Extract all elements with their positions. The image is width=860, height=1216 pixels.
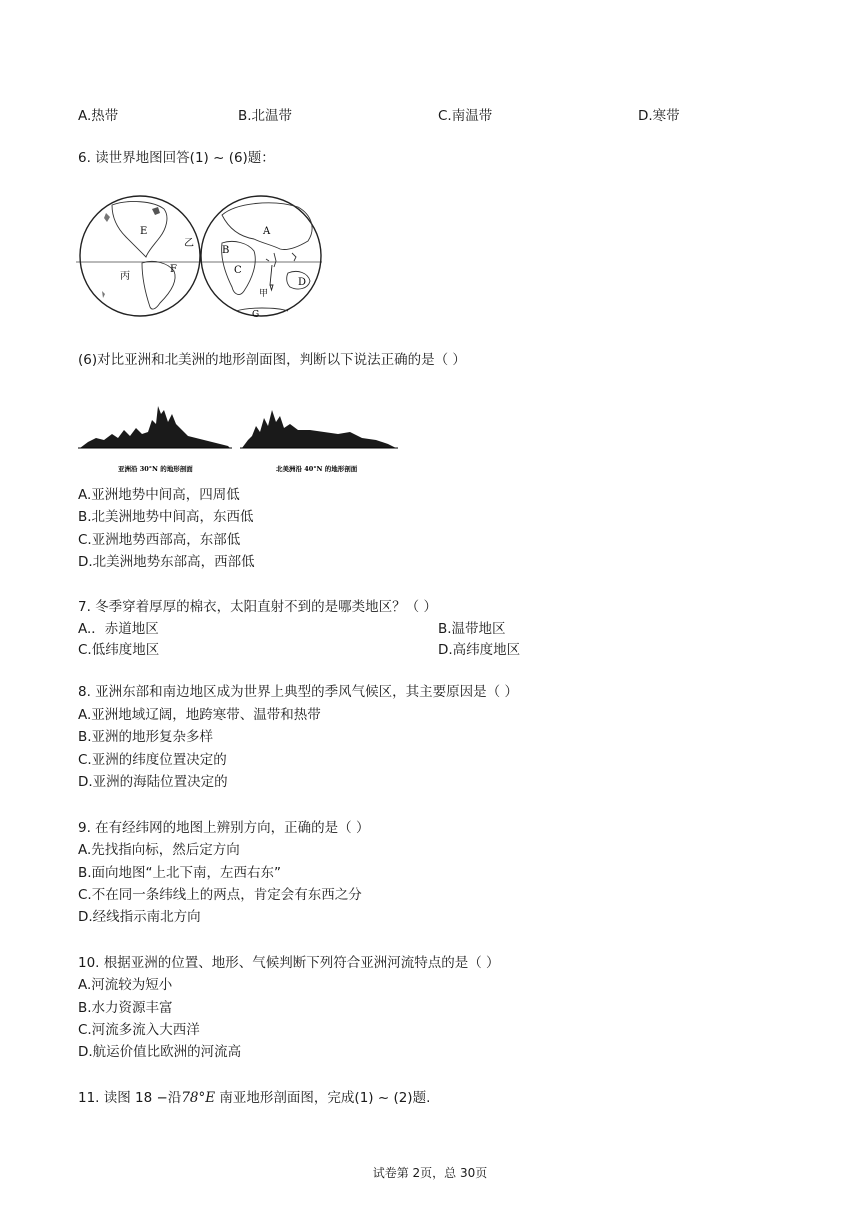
q8-option-a: A.亚洲地域辽阔，地跨寒带、温带和热带	[78, 707, 321, 723]
q6-option-b: B.北美洲地势中间高，东西低	[78, 509, 254, 525]
q5-option-d: D.寒带	[638, 108, 680, 124]
q9-option-a: A.先找指向标，然后定方向	[78, 842, 240, 858]
map-label-e: E	[140, 226, 148, 237]
q9-option-c: C.不在同一条纬线上的两点，肯定会有东西之分	[78, 887, 362, 903]
q9-option-d: D.经线指示南北方向	[78, 909, 201, 925]
q10-option-d: D.航运价值比欧洲的河流高	[78, 1044, 242, 1060]
q6-option-d: D.北美洲地势东部高，西部低	[78, 554, 255, 570]
map-label-b: B	[222, 245, 230, 256]
world-map-figure	[76, 193, 322, 323]
q7-option-d: D.高纬度地区	[438, 642, 521, 658]
terrain-profiles-figure	[78, 400, 398, 478]
profile-caption-asia: 亚洲沿 30°N 的地形剖面	[118, 465, 193, 473]
q5-option-b: B.北温带	[238, 108, 293, 124]
q9-stem: 9. 在有经纬网的地图上辨别方向，正确的是（ ）	[78, 820, 370, 836]
map-label-d: D	[298, 277, 307, 288]
map-label-f: F	[170, 264, 177, 275]
q7-stem: 7. 冬季穿着厚厚的棉衣，太阳直射不到的是哪类地区？（ ）	[78, 599, 437, 615]
page-footer: 试卷第 2页，总 30页	[372, 1166, 488, 1180]
q9-option-b: B.面向地图“上北下南，左西右东”	[78, 865, 282, 881]
q8-option-d: D.亚洲的海陆位置决定的	[78, 774, 228, 790]
map-label-bing: 丙	[120, 271, 130, 282]
map-label-jia: 甲	[259, 289, 269, 299]
profile-caption-north-america: 北美洲沿 40°N 的地形剖面	[276, 465, 358, 473]
q10-option-c: C.河流多流入大西洋	[78, 1022, 200, 1038]
q11-stem-post: 南亚地形剖面图，完成(1) ~ (2)题.	[215, 1090, 431, 1106]
q10-stem: 10. 根据亚洲的位置、地形、气候判断下列符合亚洲河流特点的是（ ）	[78, 955, 500, 971]
q11-stem	[78, 1088, 430, 1108]
q8-option-b: B.亚洲的地形复杂多样	[78, 729, 214, 745]
map-label-a: A	[263, 226, 271, 237]
q8-option-c: C.亚洲的纬度位置决定的	[78, 752, 227, 768]
q5-option-a: A.热带	[78, 108, 119, 124]
q7-option-b: B.温带地区	[438, 621, 506, 637]
map-label-yi: 乙	[184, 238, 194, 249]
q7-option-c: C.低纬度地区	[78, 642, 160, 658]
q8-stem: 8. 亚洲东部和南边地区成为世界上典型的季风气候区，其主要原因是（ ）	[78, 684, 518, 700]
q6-option-a: A.亚洲地势中间高，四周低	[78, 487, 240, 503]
q6-stem: 6. 读世界地图回答(1) ~ (6)题：	[78, 150, 275, 166]
q11-stem-pre: 11. 读图 18 −沿	[78, 1090, 182, 1106]
q11-stem-math: 78°E	[181, 1090, 216, 1106]
q10-option-b: B.水力资源丰富	[78, 1000, 173, 1016]
q10-option-a: A.河流较为短小	[78, 977, 173, 993]
map-label-g: G	[252, 310, 260, 320]
q5-option-c: C.南温带	[438, 108, 493, 124]
q6-sub6: (6)对比亚洲和北美洲的地形剖面图，判断以下说法正确的是（ ）	[78, 352, 466, 368]
q7-option-a: A.．赤道地区	[78, 621, 159, 637]
map-label-c: C	[234, 265, 242, 276]
q6-option-c: C.亚洲地势西部高，东部低	[78, 532, 241, 548]
